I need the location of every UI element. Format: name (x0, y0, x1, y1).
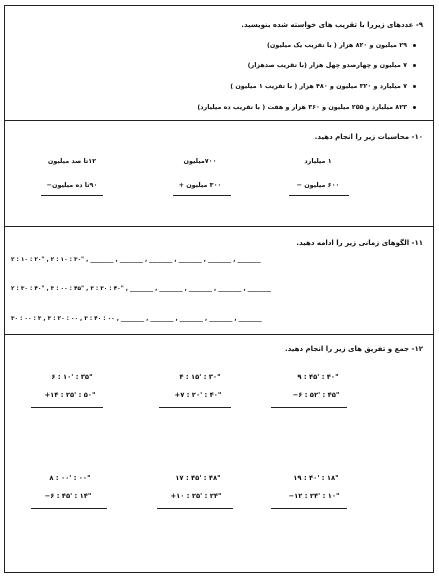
worksheet (4, 5, 434, 573)
time-top: ۴ : ۱۵' : ۳۰" (179, 373, 221, 381)
answer-line (271, 407, 347, 408)
question-11-title: ۱۱- الگوهای زمانی زیر را ادامه دهید. (296, 239, 423, 247)
time-bottom: −۱۲ : ۲۴' : ۱۰" (288, 492, 340, 500)
time-top: ۶ : ۱۰' : ۳۵" (51, 373, 93, 381)
time-bottom: +۷ : ۲۰' : ۴۰" (174, 391, 222, 399)
calc-bottom: ۹۰تا ده میلیون− (46, 181, 98, 189)
calc-bottom: ۶۰۰ میلیون − (296, 181, 340, 189)
answer-line (31, 508, 107, 509)
question-11-section (5, 226, 433, 334)
question-12-title: ۱۲- جمع و تفریق های زیر را انجام دهید. (285, 345, 423, 353)
answer-line (289, 195, 349, 196)
answer-line (159, 407, 231, 408)
calc-top: ۱ میلیارد (304, 157, 332, 165)
time-pattern-row: ۳۰ : ۰۰ : ۳ , ۳ : ۲۰ : ۰۰ , ۳ : ۴۰ : ۰۰ , ________ , ________ , ________ , ________ , ________ (11, 316, 262, 322)
time-bottom: +۱۴ : ۲۵' : ۵۰" (44, 391, 96, 399)
answer-line (41, 195, 103, 196)
question-10-section (5, 120, 433, 226)
question-9-item: ۷ میلیارد و ۳۲۰ میلیون و ۴۸۰ هزار ( با تقریب ۱ میلیون ) (230, 82, 407, 90)
answer-line (31, 407, 103, 408)
time-top: ۹ : ۴۵' : ۴۰" (297, 373, 339, 381)
question-9-item: ۷ میلیون و چهارصدو چهل هزار (با تقریب صدهزار) (247, 61, 407, 69)
answer-line (157, 508, 233, 509)
time-top: ۸ : ۰۰' : ۰۰" (49, 474, 91, 482)
time-bottom: −۶ : ۴۵' : ۱۴" (44, 492, 92, 500)
question-9-item: ۲۹ میلیون و ۸۲۰ هزار ( با تقریب یک میلیون) (266, 41, 407, 49)
answer-line (271, 508, 347, 509)
calc-bottom: ۳۰۰ میلیون + (178, 181, 222, 189)
time-bottom: +۱۰ : ۲۵' : ۲۴" (170, 492, 222, 500)
question-12-section (5, 334, 433, 574)
answer-line (173, 195, 231, 196)
question-10-title: ۱۰- محاسبات زیر را انجام دهید. (314, 133, 423, 141)
time-pattern-row: ۲ : ۱۰ : ۲۰" , ۲ : ۱۰ : ۳۰" , ________ , ________ , ________ , ________ , ________ , ________ (11, 257, 261, 263)
question-9-title: ۹- عددهای زیررا با تقریب های خواسته شده بنویسید. (241, 21, 423, 29)
time-top: ۱۹ : ۴۰' : ۱۸" (293, 474, 339, 482)
calc-top: ۱۲تا صد میلیون (47, 157, 97, 165)
question-9-item: ۸۲۳ میلیارد و ۲۵۵ میلیون و ۳۶۰ هزار و هفت ( با تقریب ده میلیارد) (197, 103, 407, 111)
calc-top: ۷۰۰میلیون (183, 157, 217, 165)
time-top: ۱۷ : ۴۵' : ۴۸" (175, 474, 221, 482)
time-pattern-row: ۲ : ۳۰ : ۴۰" , ۳ : ۰۰ : ۴۵" , ۳ : ۳۰ : ۴۰" , ________ , ________ , ________ , ________ , ________ (11, 286, 271, 292)
time-bottom: −۶ : ۵۲' : ۴۵" (292, 391, 340, 399)
question-9-section (5, 6, 433, 120)
